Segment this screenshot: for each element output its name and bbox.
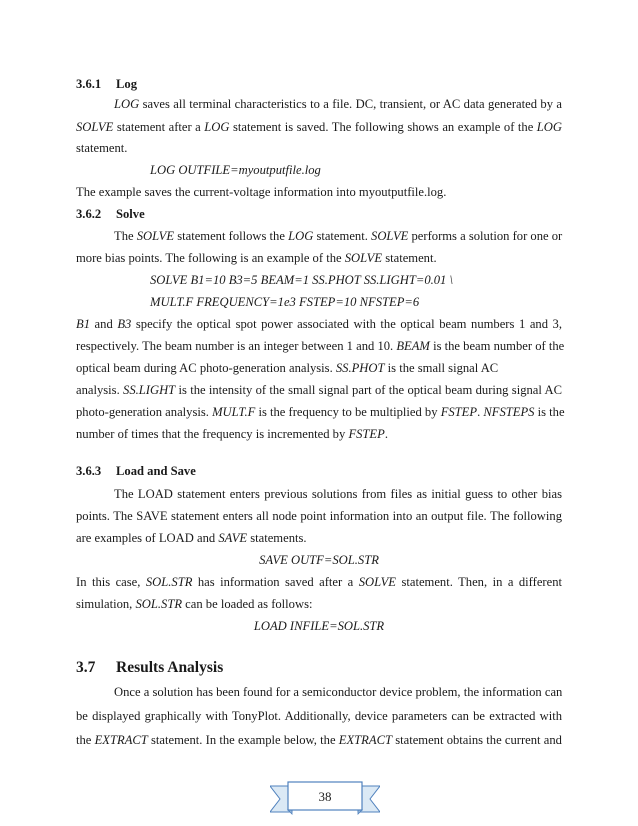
paragraph-line: In this case, SOL.STR has information saved after a SOLVE statement. Then, in a different xyxy=(76,575,562,589)
paragraph-line: points. The SAVE statement enters all node point information into an output file. The following xyxy=(76,509,562,523)
code-line: MULT.F FREQUENCY=1e3 FSTEP=10 NFSTEP=6 xyxy=(150,295,420,309)
section-heading-3-6-3: 3.6.3 Load and Save xyxy=(76,464,196,478)
paragraph-line: respectively. The beam number is an integer between 1 and 10. BEAM is the beam number of the xyxy=(76,339,565,353)
paragraph-line: more bias points. The following is an example of the SOLVE statement. xyxy=(76,251,437,265)
section-heading-3-6-1: 3.6.1 Log xyxy=(76,77,137,91)
paragraph-line: optical beam during AC photo-generation analysis. SS.PHOT is the small signal AC xyxy=(76,361,499,375)
paragraph-line: analysis. SS.LIGHT is the intensity of the small signal part of the optical beam during signal AC xyxy=(76,383,562,397)
paragraph-line: photo-generation analysis. MULT.F is the frequency to be multiplied by FSTEP. NFSTEPS is the xyxy=(76,405,565,419)
paragraph-line: simulation, SOL.STR can be loaded as follows: xyxy=(76,597,313,611)
paragraph-line: LOG saves all terminal characteristics to a file. DC, transient, or AC data generated by a xyxy=(114,97,562,111)
paragraph-line: be displayed graphically with TonyPlot. Additionally, device parameters can be extracted with xyxy=(76,709,562,723)
paragraph-line: The SOLVE statement follows the LOG statement. SOLVE performs a solution for one or xyxy=(114,229,563,243)
code-line: SAVE OUTF=SOL.STR xyxy=(259,553,379,567)
paragraph-line: the EXTRACT statement. In the example below, the EXTRACT statement obtains the current and xyxy=(76,733,562,747)
section-heading-3-7: 3.7 Results Analysis xyxy=(76,659,224,676)
paragraph-line: are examples of LOAD and SAVE statements. xyxy=(76,531,307,545)
page-number-ribbon xyxy=(270,780,380,816)
code-line: LOAD INFILE=SOL.STR xyxy=(253,619,385,633)
section-heading-3-6-2: 3.6.2 Solve xyxy=(76,207,145,221)
paragraph-line: B1 and B3 specify the optical spot power associated with the optical beam numbers 1 and 3, xyxy=(76,317,563,331)
code-line: SOLVE B1=10 B3=5 BEAM=1 SS.PHOT SS.LIGHT=0.01 \ xyxy=(150,273,454,287)
page-number: 38 xyxy=(318,789,332,804)
paragraph-line: statement. xyxy=(76,141,128,155)
code-line: LOG OUTFILE=myoutputfile.log xyxy=(150,163,321,177)
paragraph-line: The LOAD statement enters previous solutions from files as initial guess to other bias xyxy=(114,487,562,501)
paragraph-line: Once a solution has been found for a semiconductor device problem, the information can xyxy=(114,685,563,699)
paragraph-line: The example saves the current-voltage information into myoutputfile.log. xyxy=(76,185,447,199)
paragraph-line: SOLVE statement after a LOG statement is saved. The following shows an example of the LOG xyxy=(76,120,562,134)
paragraph-line: number of times that the frequency is incremented by FSTEP. xyxy=(76,427,388,441)
